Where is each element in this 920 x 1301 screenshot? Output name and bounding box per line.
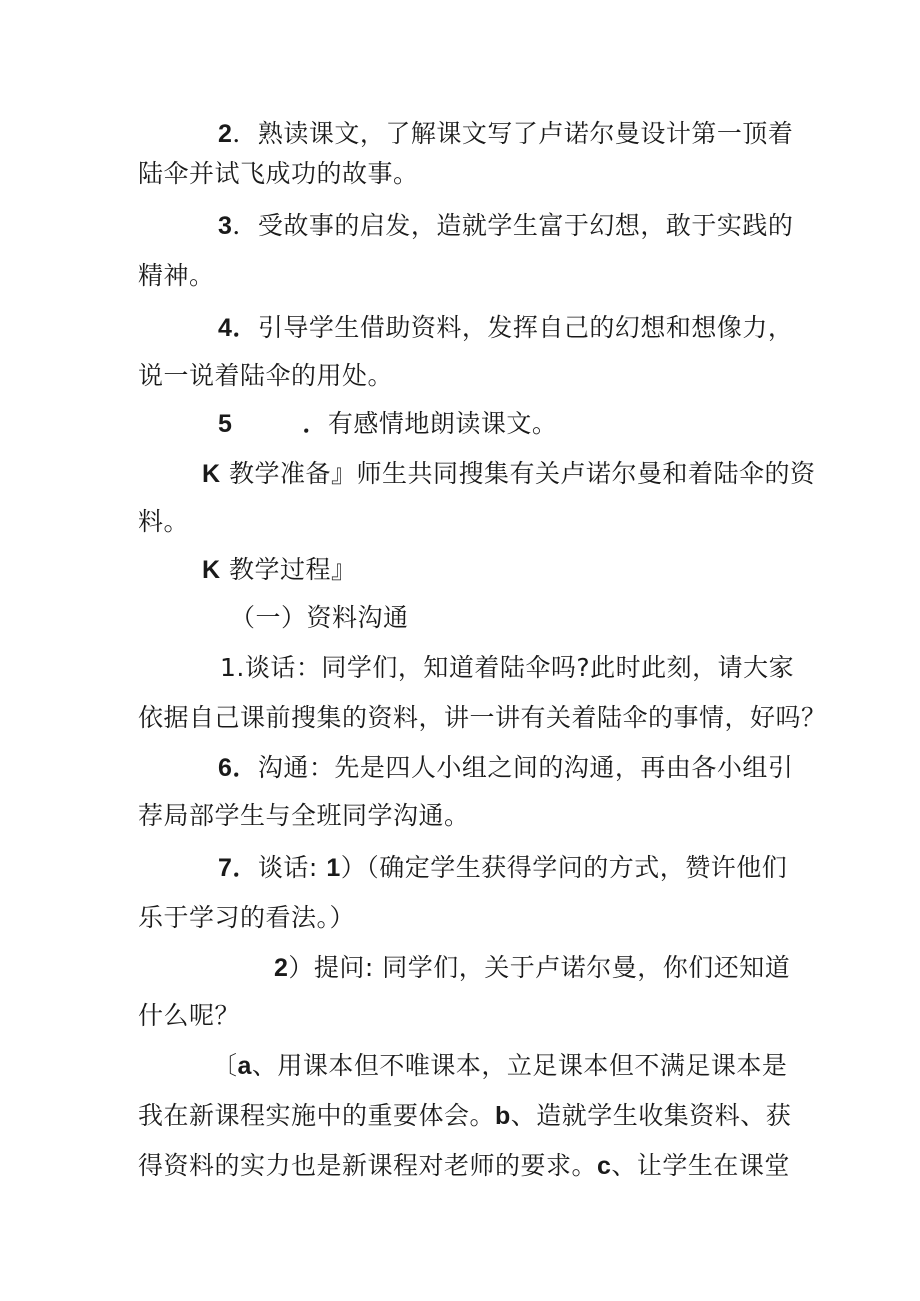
step-1-line-2	[138, 702, 827, 734]
item-text: 有感情地朗读课文。	[327, 409, 558, 438]
item-text: ．熟读课文，了解课文写了卢诺尔曼设计第一顶着	[232, 119, 794, 148]
prep-line-1	[202, 458, 816, 490]
item-2-line-1	[218, 118, 793, 150]
step-prefix: 谈话:	[257, 853, 318, 882]
item-text: 精神。	[138, 261, 215, 290]
step-7b-line-2	[138, 1000, 240, 1032]
item-number: 3	[218, 212, 233, 240]
item-5-line-1	[218, 408, 557, 440]
item-dot: ．	[232, 314, 258, 342]
prep-text: 料。	[138, 507, 190, 536]
note-label-c: c	[597, 1152, 612, 1180]
step-text: 沟通：先是四人小组之间的沟通，再由各小组引	[257, 753, 794, 782]
item-text: 陆伞并试飞成功的故事。	[138, 159, 419, 188]
item-number: 5	[218, 410, 233, 438]
item-text: ．受故事的启发，造就学生富于幻想，敢于实践的	[232, 211, 794, 240]
sub-number: 1	[326, 854, 341, 882]
note-text: 、用课本但不唯课本，立足课本但不满足课本是	[251, 1051, 788, 1080]
step-dot: ．	[232, 854, 258, 882]
sub-paren: ）	[340, 853, 367, 882]
item-text: 引导学生借助资料，发挥自己的幻想和想像力，	[257, 313, 794, 342]
process-text: 教学过程』	[229, 555, 357, 584]
step-text: （确定学生获得学问的方式，赞许他们	[366, 853, 788, 882]
note-text: 我在新课程实施中的重要体会。	[138, 1101, 496, 1130]
item-number: 2	[218, 120, 233, 148]
sub-number: 2	[274, 954, 289, 982]
item-number: 4	[218, 314, 233, 342]
prep-text: 教学准备』师生共同搜集有关卢诺尔曼和着陆伞的资	[229, 459, 816, 488]
step-7b-line-1	[274, 952, 790, 984]
item-4-line-1	[218, 312, 793, 344]
note-text: 、让学生在课堂	[611, 1151, 790, 1180]
note-text: 得资料的实力也是新课程对老师的要求。	[138, 1151, 598, 1180]
section-1-title	[230, 602, 409, 634]
note-line-2	[138, 1100, 791, 1132]
step-text: 1.谈话：同学们，知道着陆伞吗?此时此刻，请大家	[220, 653, 795, 682]
step-6-line-2	[138, 800, 470, 832]
step-7-line-1	[218, 852, 787, 884]
section-title-text: （一）资料沟通	[230, 603, 409, 632]
step-text: 荐局部学生与全班同学沟通。	[138, 801, 470, 830]
item-text: 说一说着陆伞的用处。	[138, 361, 394, 390]
note-line-3	[138, 1150, 790, 1182]
step-text: 提问: 同学们，关于卢诺尔曼，你们还知道	[313, 953, 791, 982]
item-3-line-2	[138, 260, 215, 292]
step-text: 什么呢？	[138, 1001, 241, 1030]
step-dot: ．	[232, 754, 258, 782]
item-2-line-2	[138, 158, 419, 190]
item-3-line-1	[218, 210, 793, 242]
step-text: 乐于学习的看法。）	[138, 903, 356, 932]
prep-marker: K	[202, 460, 221, 488]
note-text: 、造就学生收集资料、获	[510, 1101, 792, 1130]
item-4-line-2	[138, 360, 393, 392]
step-7-line-2	[138, 902, 355, 934]
process-heading	[202, 554, 357, 586]
note-bracket: 〔	[212, 1051, 238, 1080]
step-6-line-1	[218, 752, 793, 784]
step-1-line-1	[220, 652, 794, 684]
step-text: 依据自己课前搜集的资料，讲一讲有关着陆伞的事情，好吗？	[138, 703, 827, 732]
item-dot: ．	[302, 410, 328, 438]
step-number: 7	[218, 854, 233, 882]
note-label-a: a	[237, 1052, 252, 1080]
prep-line-2	[138, 506, 189, 538]
sub-paren: ）	[288, 953, 314, 982]
note-label-b: b	[495, 1102, 511, 1130]
process-marker: K	[202, 556, 221, 584]
step-number: 6	[218, 754, 233, 782]
note-line-1	[212, 1050, 787, 1082]
